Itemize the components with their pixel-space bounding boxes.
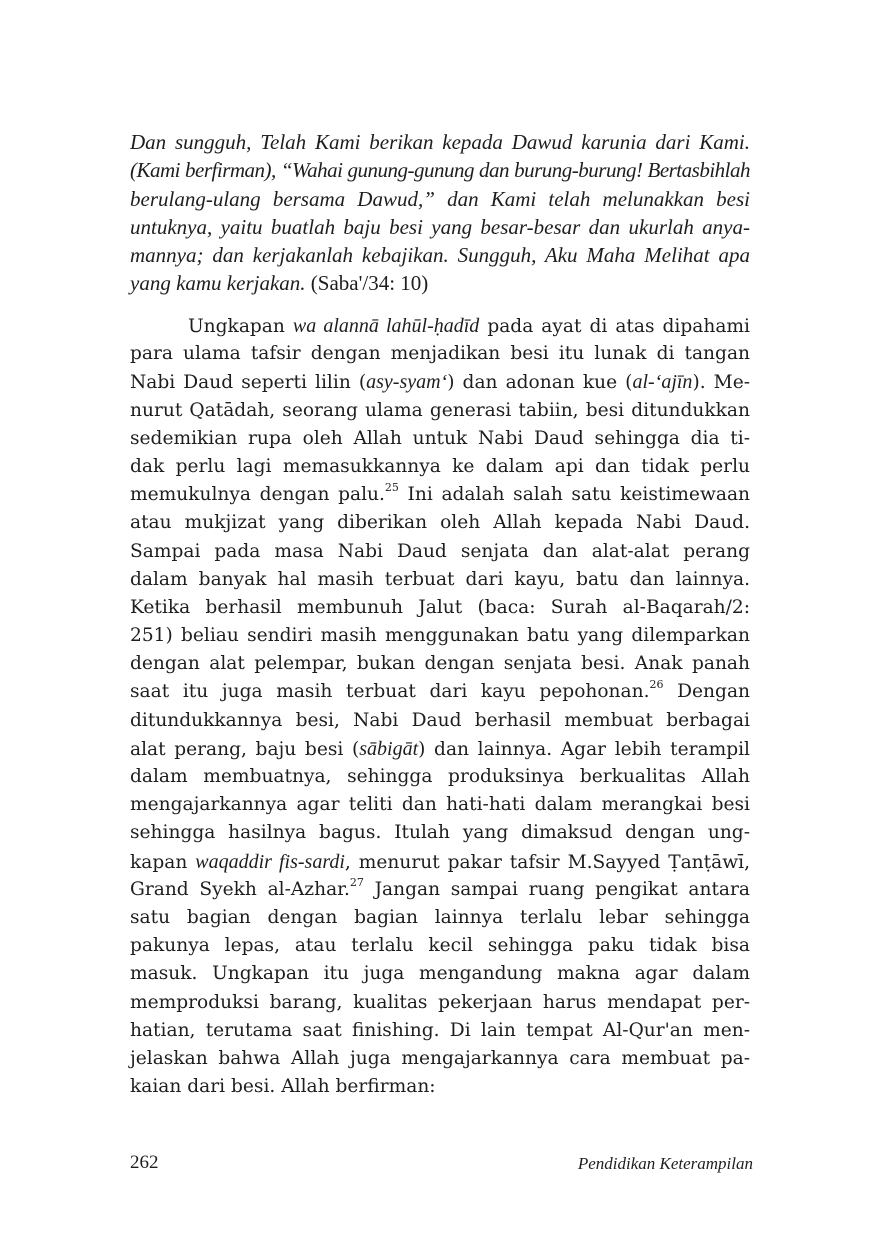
paragraph-line: Grand Syekh al-Azhar.$^{27}$ Jangan sampai ruang pengikat antara xyxy=(130,875,750,900)
quote-line: berulang-ulang bersama Dawud,” dan Kami telah melunakkan besi xyxy=(130,186,750,211)
paragraph-line: saat itu juga masih terbuat dari kayu pepohonan.$^{26}$ Dengan xyxy=(130,678,751,703)
paragraph-line: nurut Qatādah, seorang ulama generasi tabiin, besi ditundukkan xyxy=(130,399,750,421)
arabic-phrase: wa alannā lahūl-ḥadīd xyxy=(292,315,480,337)
quote-line: (Kami berfirman), “Wahai gunung-gunung dan burung-burung! Bertasbihlah xyxy=(130,158,750,183)
arabic-term: asy-syam‘ xyxy=(366,371,448,394)
paragraph-line: Ungkapan wa alannā lahūl-ḥadīd pada ayat di atas dipahami xyxy=(188,315,750,337)
body-paragraph xyxy=(130,312,750,1101)
paragraph-line: sedemikian rupa oleh Allah untuk Nabi Daud sehingga dia ti- xyxy=(130,427,750,449)
paragraph-line: hatian, terutama saat finishing. Di lain tempat Al-Qur'an men- xyxy=(130,1019,750,1041)
arabic-term: sābigāt xyxy=(359,737,419,760)
quote-line: untuknya, yaitu buatlah baju besi yang besar-besar dan ukurlah anya- xyxy=(130,214,750,239)
paragraph-line: alat perang, baju besi (sābigāt) dan lainnya. Agar lebih terampil xyxy=(130,737,751,760)
paragraph-line: mengajarkannya agar teliti dan hati-hati dalam merangkai besi xyxy=(130,794,750,816)
paragraph-line: masuk. Ungkapan itu juga mengandung makna agar dalam xyxy=(130,963,750,985)
footnote-ref: 26 xyxy=(649,678,664,692)
paragraph-line: Ketika berhasil membunuh Jalut (baca: Surah al-Baqarah/2: xyxy=(130,596,750,618)
paragraph-line: memproduksi barang, kualitas pekerjaan harus mendapat per- xyxy=(130,991,750,1013)
paragraph-line: memukulnya dengan palu.$^{25}$ Ini adalah salah satu keistimewaan xyxy=(130,480,750,506)
quote-line: mannya; dan kerjakanlah kebajikan. Sungguh, Aku Maha Melihat apa xyxy=(130,243,750,268)
arabic-term: al-‘ajīn xyxy=(632,371,693,394)
paragraph-line: 251) beliau sendiri masih menggunakan batu yang dilemparkan xyxy=(130,625,750,647)
paragraph-line: dalam membuatnya, sehingga produksinya berkualitas Allah xyxy=(130,766,750,787)
quran-translation-quote xyxy=(130,128,750,298)
running-footer-title: Pendidikan Keterampilan xyxy=(577,1154,753,1173)
paragraph-line: pakunya lepas, atau terlalu kecil sehingga paku tidak bisa xyxy=(130,935,750,957)
footnote-ref: 25 xyxy=(384,480,399,494)
quote-last-text: yang kamu kerjakan. xyxy=(130,271,306,296)
paragraph-line: sehingga hasilnya bagus. Itulah yang dimaksud dengan ung- xyxy=(130,822,750,844)
paragraph-line: dalam banyak hal masih terbuat dari kayu, batu dan lainnya. xyxy=(130,568,750,590)
paragraph-line: dak perlu lagi memasukkannya ke dalam api dan tidak perlu xyxy=(130,455,750,477)
paragraph-line: Nabi Daud seperti lilin (asy-syam‘) dan adonan kue (al-‘ajīn). Me- xyxy=(130,371,750,394)
paragraph-line: Sampai pada masa Nabi Daud senjata dan alat-alat perang xyxy=(130,540,750,562)
arabic-phrase: waqaddir fis-sardi xyxy=(195,850,345,873)
verse-reference: (Saba'/34: 10) xyxy=(310,271,429,296)
paragraph-line: dengan alat pelempar, bukan dengan senjata besi. Anak panah xyxy=(130,653,750,675)
paragraph-line: atau mukjizat yang diberikan oleh Allah kepada Nabi Daud. xyxy=(130,512,750,534)
paragraph-line: satu bagian dengan bagian lainnya terlalu lebar sehingga xyxy=(130,906,750,928)
paragraph-line: para ulama tafsir dengan menjadikan besi itu lunak di tangan xyxy=(130,343,750,365)
footnote-ref: 27 xyxy=(349,875,364,889)
quote-line: Dan sungguh, Telah Kami berikan kepada Dawud karunia dari Kami. xyxy=(130,130,750,154)
paragraph-line: kapan waqaddir fis-sardi, menurut pakar tafsir M.Sayyed Ṭanṭāwī, xyxy=(130,850,750,873)
quote-line xyxy=(130,269,750,297)
paragraph-line: jelaskan bahwa Allah juga mengajarkannya cara membuat pa- xyxy=(130,1047,750,1069)
page-number: 262 xyxy=(130,1152,159,1173)
paragraph-line: ditundukkannya besi, Nabi Daud berhasil membuat berbagai xyxy=(130,709,750,731)
paragraph-line: kaian dari besi. Allah berfirman: xyxy=(130,1076,436,1098)
